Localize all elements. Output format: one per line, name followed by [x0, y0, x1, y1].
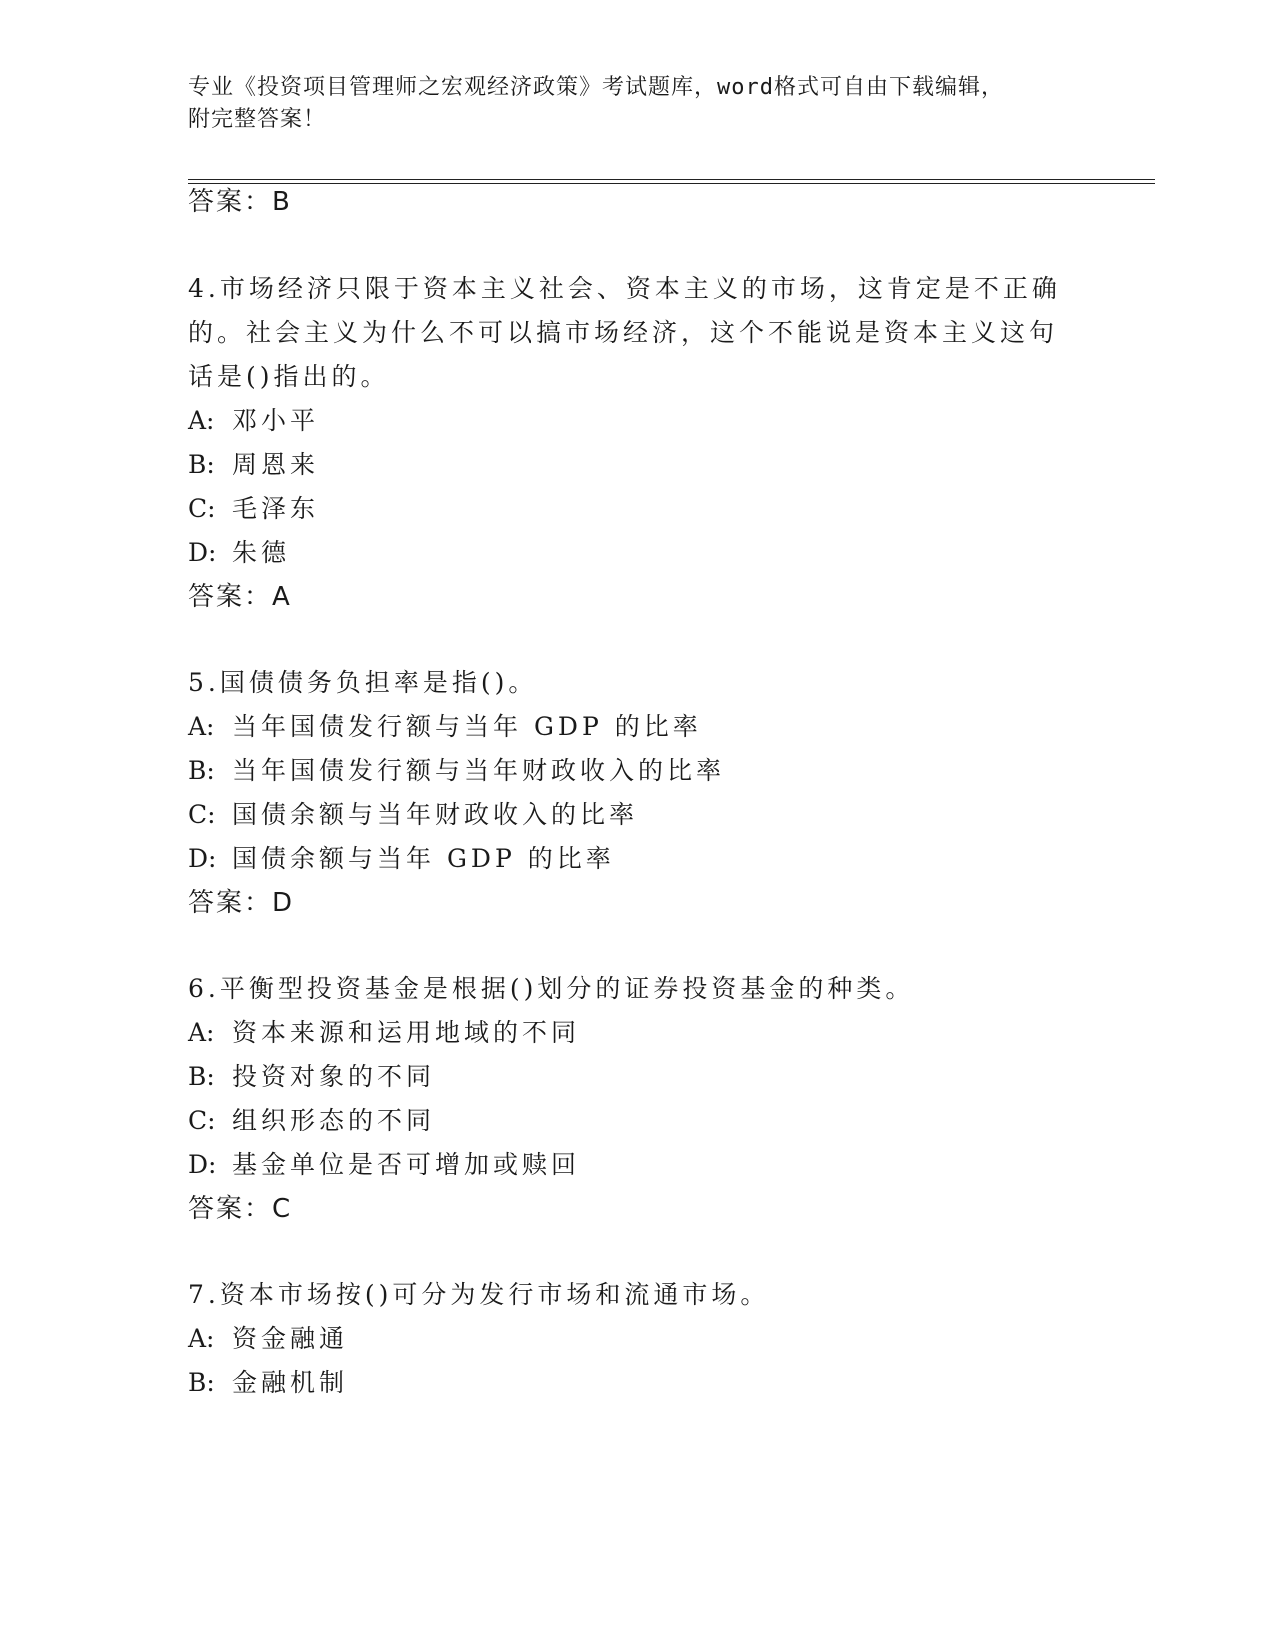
question-6-option-d [188, 1147, 580, 1183]
option-letter: B: [188, 1062, 215, 1091]
question-6-option-b [188, 1059, 435, 1095]
question-6-option-a [188, 1015, 580, 1051]
header-divider-top [188, 179, 1155, 180]
question-4-line-2: 的。社会主义为什么不可以搞市场经济，这个不能说是资本主义这句 [188, 318, 1059, 347]
option-letter: A: [188, 406, 215, 435]
header-line-1: 专业《投资项目管理师之宏观经济政策》考试题库，word格式可自由下载编辑， [188, 75, 1004, 100]
option-text: 组织形态的不同 [232, 1106, 436, 1135]
option-letter: A: [188, 1018, 215, 1047]
question-4-option-b [188, 447, 319, 483]
option-letter: D: [188, 1150, 217, 1179]
header-divider-bottom [188, 183, 1155, 184]
option-letter: C: [188, 494, 216, 523]
option-text: 资本来源和运用地域的不同 [232, 1018, 581, 1047]
option-text: 邓小平 [232, 406, 320, 435]
question-5-answer: 答案：D [188, 888, 295, 918]
option-letter: D: [188, 844, 217, 873]
question-6-option-c [188, 1103, 435, 1139]
option-letter: C: [188, 1106, 216, 1135]
option-text: 资金融通 [232, 1324, 349, 1353]
document-header [188, 72, 1068, 136]
option-text: 国债余额与当年 GDP 的比率 [232, 844, 615, 873]
question-4-line-3: 话是()指出的。 [188, 362, 390, 391]
option-letter: A: [188, 712, 215, 741]
option-letter: B: [188, 450, 215, 479]
option-letter: B: [188, 756, 215, 785]
question-7-line-1: 7.资本市场按()可分为发行市场和流通市场。 [188, 1280, 770, 1309]
option-text: 基金单位是否可增加或赎回 [232, 1150, 581, 1179]
option-letter: C: [188, 800, 216, 829]
option-text: 国债余额与当年财政收入的比率 [232, 800, 639, 829]
question-5-option-d [188, 841, 615, 877]
option-text: 金融机制 [232, 1368, 349, 1397]
option-text: 毛泽东 [232, 494, 320, 523]
question-4-option-c [188, 491, 319, 527]
option-letter: B: [188, 1368, 215, 1397]
option-text: 投资对象的不同 [232, 1062, 436, 1091]
question-7-option-a [188, 1321, 348, 1357]
question-6-answer: 答案：C [188, 1194, 293, 1224]
question-5-option-a [188, 709, 702, 745]
question-4-option-a [188, 403, 319, 439]
question-5-option-c [188, 797, 638, 833]
option-text: 当年国债发行额与当年财政收入的比率 [232, 756, 726, 785]
question-4-answer: 答案：A [188, 582, 292, 612]
option-text: 周恩来 [232, 450, 320, 479]
question-5-option-b [188, 753, 725, 789]
header-line-2: 附完整答案！ [188, 107, 327, 132]
option-letter: A: [188, 1324, 215, 1353]
question-5-line-1: 5.国债债务负担率是指()。 [188, 668, 538, 697]
option-text: 朱德 [232, 538, 291, 567]
question-4-line-1: 4.市场经济只限于资本主义社会、资本主义的市场，这肯定是不正确 [188, 274, 1061, 303]
answer-previous: 答案：B [188, 187, 292, 217]
question-6-line-1: 6.平衡型投资基金是根据()划分的证券投资基金的种类。 [188, 974, 915, 1003]
option-letter: D: [188, 538, 217, 567]
question-7-option-b [188, 1365, 348, 1401]
question-4-option-d [188, 535, 290, 571]
option-text: 当年国债发行额与当年 GDP 的比率 [232, 712, 702, 741]
